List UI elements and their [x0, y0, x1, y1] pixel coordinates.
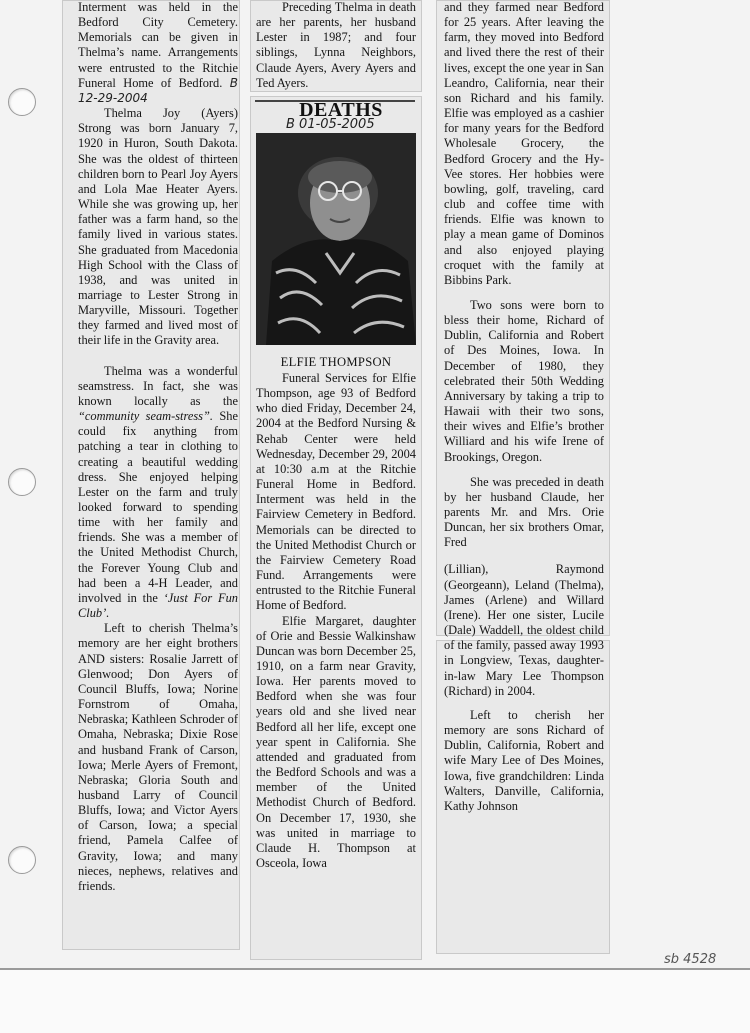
column-2	[256, 371, 416, 871]
column-2-top	[256, 0, 416, 91]
paragraph: Funeral Services for Elfie Thompson, age 93 of Bedford who died Friday, December 24, 2004 at the Bedford Nursing & Rehab Center were held Wednesday, December 29, 2004 at 10:30 a.m at the Ritchie Funeral Home in Bedford. Interment was held in the Fairview Cemetery in Bedford. Memorials can be directed to the United Methodist Church or the Fairview Cemetery Road Fund. Arrangements were entrusted to the Ritchie Funeral Home of Bedford.	[256, 371, 416, 613]
portrait-illustration	[256, 133, 416, 345]
paragraph: Left to cherish Thelma’s memory are her eight brothers AND sisters: Rosalie Jarrett of Glenwood; Don Ayers of Council Bluffs, Iowa; Norine Fornstrom of Omaha, Nebraska; Kathleen Schroder of Omaha, Nebraska; Dixie Rose and husband Frank of Carson, Iowa; Merle Ayers of Fremont, Nebraska; Gloria South and husband Larry of Council Bluffs, Iowa; and Victor Ayers of Carson, Iowa; a special friend, Pamela Calfee of Gravity, Iowa; and many nieces, nephews, relatives and friends.	[78, 621, 238, 893]
column-3	[444, 0, 604, 814]
paragraph: and they farmed near Bedford for 25 years. After leaving the farm, they moved into Bedford and lived there the rest of their lives, except the one year in San Leandro, California, near their son Richard and his family. Elfie was employed as a cashier for many years for the Bedford Wholesale Grocery, the Bedford Grocery and the Hy-Vee stores. Her hobbies were bowling, golf, traveling, card club and coffee time with friends. Elfie was known to play a mean game of Dominos and also enjoyed playing croquet with the family at Bibbins Park.	[444, 0, 604, 287]
punch-hole-middle	[8, 468, 36, 496]
scan-margin	[0, 970, 750, 1033]
paragraph: Thelma was a wonderful seamstress. In fact, she was known locally as the “community seam-stress”. She could fix anything from patching a tear in clothing to creating a beautiful wedding dress. She enjoyed helping Lester on the farm and truly looked forward to spending time with her family and friends. She was a member of the United Methodist Church, the Forever Young Club and had been a 4-H Leader, and involved in the ‘Just For Fun Club’.	[78, 363, 238, 621]
handwritten-date: B 01-05-2005	[286, 117, 375, 132]
paragraph: Interment was held in the Bedford City Cemetery. Memorials can be given in Thelma’s name. Arrangements were entrusted to the Ritchie Funeral Home of Bedford. B 12-29-2004	[78, 0, 238, 105]
paragraph: Elfie Margaret, daughter of Orie and Bessie Walkinshaw Duncan was born December 25, 1910, on a farm near Gravity, Iowa. Her parents moved to Bedford when she was four years old and she lived near Bedford all her life, except one year spent in California. She attended and graduated from the Bedford Schools and was a member of the United Methodist Church of Bedford. On December 17, 1930, she was united in marriage to Claude H. Thompson at Osceola, Iowa	[256, 613, 416, 870]
punch-hole-bottom	[8, 846, 36, 874]
portrait-photo	[256, 133, 416, 345]
paragraph: (Lillian), Raymond (Georgeann), Leland (Thelma), James (Arlene) and Willard (Irene). Her one sister, Lucile (Dale) Waddell, the oldest child of the family, passed away 1993 in Longview, Texas, daughter-in-law Mary Lee Thompson (Richard) in 2004.	[444, 562, 604, 698]
punch-hole-top	[8, 88, 36, 116]
photo-caption: ELFIE THOMPSON	[280, 355, 392, 369]
paragraph: Left to cherish her memory are sons Richard of Dublin, California, Robert and wife Mary Lee of Des Moines, Iowa, five grandchildren: Linda Walters, Danville, California, Kathy Johnson	[444, 707, 604, 813]
handwritten-date: B 12-29-2004	[78, 75, 238, 105]
paragraph: She was preceded in death by her husband Claude, her parents Mr. and Mrs. Orie Duncan, her six brothers Omar, Fred	[444, 474, 604, 550]
paragraph: Two sons were born to bless their home, Richard of Dublin, California and Robert of Des Moines, Iowa. In December of 1980, they celebrated their 50th Wedding Anniversary by taking a trip to Hawaii with their two sons, their wives and Elfie’s brother Williard and his wife Irene of Brookings, Oregon.	[444, 297, 604, 464]
column-1	[78, 0, 238, 894]
paragraph: Thelma Joy (Ayers) Strong was born January 7, 1920 in Huron, South Dakota. She was the oldest of thirteen children born to Pearl Joy Ayers and Lola Mae Heater Ayers. While she was growing up, her father was a farm hand, so the family lived in various states. She graduated from Macedonia High School with the Class of 1938, and was united in marriage to Lester Strong in Maryville, Missouri. Together they farmed and lived most of their life in the Gravity area.	[78, 106, 238, 348]
deaths-heading: DEATHS	[299, 99, 383, 121]
paragraph: Preceding Thelma in death are her parents, her husband Lester in 1987; and four siblings, Lynna Neighbors, Claude Ayers, Avery Ayers and Ted Ayers.	[256, 0, 416, 90]
catalog-number: sb 4528	[664, 952, 717, 967]
